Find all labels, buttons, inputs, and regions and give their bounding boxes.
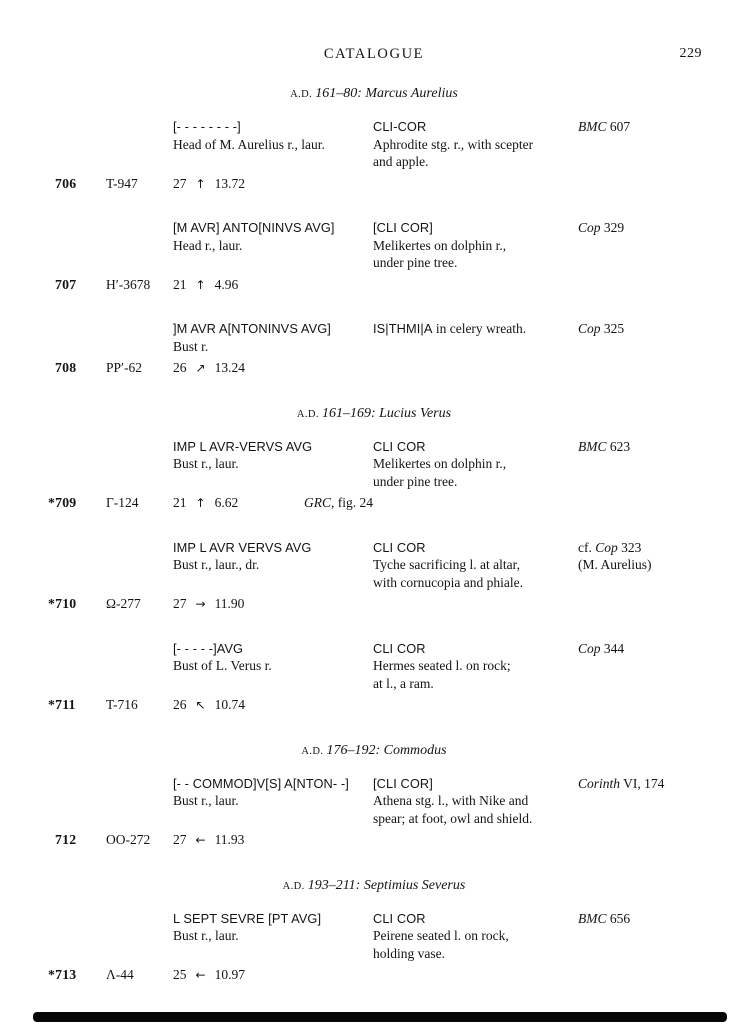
text-segment: VI, 174 [620,775,665,791]
reverse-description-line: Aphrodite stg. r., with scepter [373,136,534,152]
entry-bottom-row [48,595,748,614]
obverse-description [173,927,367,945]
dimensions-cell [173,696,373,715]
obverse-legend: [- - COMMOD]V[S] A[NTON- -] [173,775,349,791]
reference-line [578,556,738,574]
entry-number: 712 [55,832,77,847]
dimensions-cell [173,595,373,614]
reverse-cell [373,910,578,963]
weight-value: 13.72 [214,175,245,191]
section-title: 161–169: Lucius Verus [321,405,452,421]
reverse-cell [373,438,578,491]
reverse-cell [373,320,578,355]
reverse-legend-line [373,438,572,456]
obverse-cell [173,118,373,171]
entry-top-row [48,910,748,963]
scan-artifact-bar [33,1012,727,1022]
diameter-value: 26 [173,697,187,712]
entry-number: *710 [48,596,77,611]
text-segment: (M. Aurelius) [578,557,652,572]
reverse-legend: CLI COR [373,910,426,926]
text-segment: cf. [578,539,596,555]
reference-cell [578,775,748,828]
obverse-cell [173,438,373,491]
reverse-description [373,927,572,962]
reverse-cell [373,775,578,828]
entry-note [304,494,373,512]
text-segment: Cop [578,640,601,656]
reverse-cell [373,219,578,272]
catalogue-section [0,404,748,715]
obverse-legend: [M AVR] ANTO[NINVS AVG] [173,220,335,235]
dimensions-cell [173,966,373,985]
diameter-value: 27 [173,175,187,191]
section-title: 193–211: Septimius Severus [307,877,466,893]
obverse-legend: IMP L AVR VERVS AVG [173,539,312,555]
die-axis-arrow: ← [195,968,206,982]
reference-line [578,640,738,658]
text-segment: 607 [606,119,631,134]
catalogue-section [0,876,748,985]
page-title: CATALOGUE [323,46,425,62]
reference-line [578,219,738,237]
entry-number: *713 [48,967,77,982]
reverse-description-line: Tyche sacrificing l. at altar, [373,557,520,572]
weight-value: 13.24 [214,360,245,375]
text-segment: 323 [617,539,642,555]
obverse-cell [173,640,373,693]
dimensions-cell [173,276,373,295]
dimensions [173,595,244,614]
reverse-description-line: Peirene seated l. on rock, [373,928,509,943]
page-header [0,0,748,66]
catalogue-entry [48,219,748,294]
dimensions [173,966,245,985]
reverse-legend: [CLI COR] [373,220,433,235]
section-era-label: A.D. [282,880,308,892]
text-segment: 623 [606,438,631,454]
section-heading [0,876,748,896]
entry-bottom-row [48,276,748,295]
obverse-description-line: Bust of L. Verus r. [173,658,272,673]
page-number: 229 [679,46,702,61]
reference-line [578,320,738,338]
catalogue-entry [48,910,748,985]
obverse-description-line: Bust r., laur. [173,456,239,471]
reference-line [578,775,738,793]
entry-top-row [48,438,748,491]
obverse-description-line: Bust r., laur. [173,928,239,943]
section-entries [0,910,748,985]
obverse-description [173,657,367,675]
section-era-label: A.D. [301,745,327,757]
entry-number: *709 [48,495,77,510]
obverse-description [173,136,367,154]
entry-bottom-row [48,696,748,715]
dimensions-cell [173,175,373,194]
reverse-legend: IS|THMI|A [373,321,433,336]
entry-number: *711 [48,697,76,712]
weight-value: 11.93 [214,832,245,847]
reverse-description-line: and apple. [373,154,429,169]
reference-line [578,118,738,136]
reverse-cell [373,118,578,171]
obverse-cell [173,910,373,963]
catalogue-entry [48,640,748,715]
reference-cell [578,118,748,171]
weight-value: 10.97 [214,967,245,982]
reverse-description-line: Melikertes on dolphin r., [373,237,507,253]
section-entries [0,775,748,850]
obverse-description-line: Bust r. [173,338,209,354]
catalogue-entry [48,118,748,193]
entry-top-row [48,640,748,693]
catalogue-entry [48,438,748,513]
reverse-legend: CLI-COR [373,119,427,134]
dimensions [173,175,245,194]
reverse-legend-line [373,910,572,928]
reverse-legend-line [373,775,572,793]
inventory-number: Λ-44 [106,967,134,982]
inventory-number: Ω-277 [106,596,141,611]
die-axis-arrow: ← [195,833,206,847]
obverse-description [173,237,367,255]
dimensions-cell [173,831,373,850]
catalogue-entry [48,775,748,850]
reverse-description-line: Melikertes on dolphin r., [373,456,507,471]
section-era-label: A.D. [290,89,316,100]
dimensions [173,494,238,513]
inventory-number: Γ-124 [106,495,139,510]
reverse-legend: CLI COR [373,438,426,454]
dimensions [173,696,245,715]
entry-top-row [48,539,748,592]
reference-cell [578,438,748,491]
text-segment: , fig. 24 [331,495,373,510]
obverse-cell [173,320,373,355]
reference-line [578,910,738,928]
dimensions [173,276,238,295]
reference-cell [578,539,748,592]
obverse-legend: ]M AVR A[NTONINVS AVG] [173,321,331,336]
catalogue-body [0,84,748,985]
reverse-description-line: at l., a ram. [373,675,434,691]
reverse-description-line: holding vase. [373,945,445,961]
section-entries [0,118,748,378]
text-segment: Corinth [578,775,621,791]
inventory-number: PP′-62 [106,360,142,375]
diameter-value: 27 [173,596,187,611]
reverse-description-line: spear; at foot, owl and shield. [373,810,533,826]
entry-bottom-row [48,831,748,850]
dimensions-cell [173,494,373,513]
section-heading [0,84,748,104]
weight-value: 4.96 [214,276,239,292]
entry-number: 708 [55,360,77,375]
obverse-cell [173,539,373,592]
reverse-legend-line [373,118,572,136]
die-axis-arrow: → [195,597,206,611]
reference-cell [578,219,748,272]
die-axis-arrow: ↗ [195,361,206,375]
entry-bottom-row [48,494,748,513]
obverse-description-line: Head of M. Aurelius r., laur. [173,136,325,152]
obverse-legend: [- - - - -]AVG [173,640,244,656]
entry-number: 706 [55,175,77,191]
text-segment: 344 [600,640,625,656]
text-segment: Cop [595,539,618,555]
reverse-legend-line [373,320,572,338]
obverse-legend: [- - - - - - - -] [173,119,241,134]
reverse-legend: CLI COR [373,640,426,656]
entry-top-row [48,320,748,355]
obverse-description [173,455,367,473]
reverse-description-line: Athena stg. l., with Nike and [373,793,529,808]
reverse-description [373,237,572,272]
reference-cell [578,640,748,693]
catalogue-entry [48,539,748,614]
reference-cell [578,910,748,963]
obverse-description-line: Bust r., laur. [173,793,239,808]
text-segment: Cop [578,321,601,336]
obverse-description [173,556,367,574]
reverse-description [373,136,572,171]
obverse-description-line: Head r., laur. [173,237,243,253]
obverse-cell [173,775,373,828]
text-segment: 325 [600,321,625,336]
reverse-description-line: Hermes seated l. on rock; [373,658,511,673]
obverse-description [173,792,367,810]
diameter-value: 27 [173,832,187,847]
diameter-value: 25 [173,967,187,982]
obverse-description [173,338,367,356]
obverse-description-line: Bust r., laur., dr. [173,557,260,572]
text-segment: BMC [578,119,607,134]
weight-value: 11.90 [214,596,245,611]
reference-line [578,438,738,456]
reverse-description [373,455,572,490]
section-title: 161–80: Marcus Aurelius [315,86,458,101]
diameter-value: 26 [173,360,187,375]
text-segment: 656 [606,910,631,926]
reference-cell [578,320,748,355]
die-axis-arrow: ↑ [195,176,206,191]
text-segment: 329 [600,220,625,235]
text-segment: Cop [578,220,601,235]
reverse-legend-line [373,640,572,658]
obverse-legend: IMP L AVR-VERVS AVG [173,438,313,454]
reverse-cell [373,539,578,592]
text-segment: BMC [578,438,607,454]
inventory-number: OO-272 [106,832,151,847]
text-segment: BMC [578,910,607,926]
entry-bottom-row [48,966,748,985]
die-axis-arrow: ↖ [195,698,206,712]
weight-value: 10.74 [214,697,245,712]
inventory-number: T-716 [106,697,138,712]
reverse-description-line: under pine tree. [373,473,458,489]
die-axis-arrow: ↑ [195,277,206,292]
reverse-legend: [CLI COR] [373,775,433,791]
catalogue-section [0,84,748,378]
die-axis-arrow: ↑ [195,496,206,510]
obverse-legend: L SEPT SEVRE [PT AVG] [173,910,322,926]
inventory-number: H′-3678 [106,276,151,292]
text-segment: GRC [304,495,331,510]
section-entries [0,438,748,715]
reverse-legend-suffix: in celery wreath. [432,321,527,336]
note-line [304,494,373,512]
section-heading [0,741,748,761]
section-heading [0,404,748,424]
obverse-cell [173,219,373,272]
reverse-legend-line [373,219,572,237]
entry-number: 707 [55,276,77,292]
reverse-description [373,792,572,827]
section-era-label: A.D. [296,408,322,420]
dimensions-cell [173,359,373,378]
diameter-value: 21 [173,495,187,510]
entry-top-row [48,219,748,272]
entry-bottom-row [48,175,748,194]
dimensions [173,831,244,850]
section-title: 176–192: Commodus [326,742,447,758]
catalogue-section [0,741,748,850]
diameter-value: 21 [173,276,187,292]
reverse-description [373,657,572,692]
reverse-cell [373,640,578,693]
dimensions [173,359,245,378]
entry-top-row [48,775,748,828]
reverse-legend: CLI COR [373,539,426,555]
reverse-description-line: with cornucopia and phiale. [373,574,523,590]
reverse-description-line: under pine tree. [373,255,458,270]
reference-line [578,539,738,557]
catalogue-entry [48,320,748,378]
entry-bottom-row [48,359,748,378]
entry-top-row [48,118,748,171]
reverse-description [373,556,572,591]
reverse-legend-line [373,539,572,557]
weight-value: 6.62 [214,495,239,510]
inventory-number: T-947 [106,175,138,191]
